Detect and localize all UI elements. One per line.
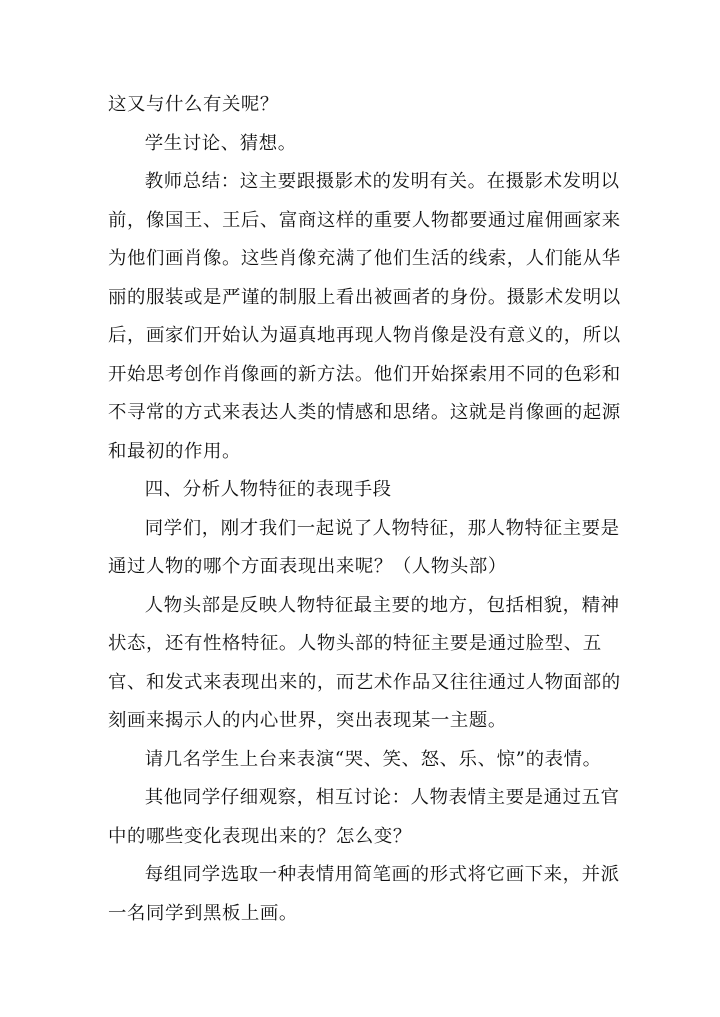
paragraph-head-features: 人物头部是反映人物特征最主要的地方，包括相貌，精神状态，还有性格特征。人物头部的特征主要是通过脸型、五官、和发式来表现出来的，而艺术作品又往往通过人物面部的刻画来揭示人的内心世界，突出表现某一主题。 [108,594,621,731]
paragraph-character-features: 同学们，刚才我们一起说了人物特征，那人物特征主要是通过人物的哪个方面表现出来呢？（人物头部） [108,517,620,577]
paragraph-teacher-summary: 教师总结：这主要跟摄影术的发明有关。在摄影术发明以前，像国王、王后、富商这样的重要人物都要通过雇佣画家来为他们画肖像。这些肖像充满了他们生活的线索，人们能从华丽的服装或是严谨的制服上看出被画者的身份。摄影术发明以后，画家们开始认为逼真地再现人物肖像是没有意义的，所以开始思考创作肖像画的新方法。他们开始探索用不同的色彩和不寻常的方式来表达人类的情感和思绪。这就是肖像画的起源和最初的作用。 [108,171,621,462]
paragraph-question: 这又与什么有关呢？ [108,94,279,115]
paragraph-observation: 其他同学仔细观察，相互讨论：人物表情主要是通过五官中的哪些变化表现出来的？怎么变？ [108,787,620,847]
paragraph-student-performance: 请几名学生上台来表演“哭、笑、怒、乐、惊”的表情。 [144,748,602,770]
paragraph-student-discussion: 学生讨论、猜想。 [144,132,297,154]
paragraph-drawing-task: 每组同学选取一种表情用简笔画的形式将它画下来，并派一名同学到黑板上画。 [108,864,620,924]
section-heading: 四、分析人物特征的表现手段 [144,479,392,500]
document-body [108,86,628,933]
